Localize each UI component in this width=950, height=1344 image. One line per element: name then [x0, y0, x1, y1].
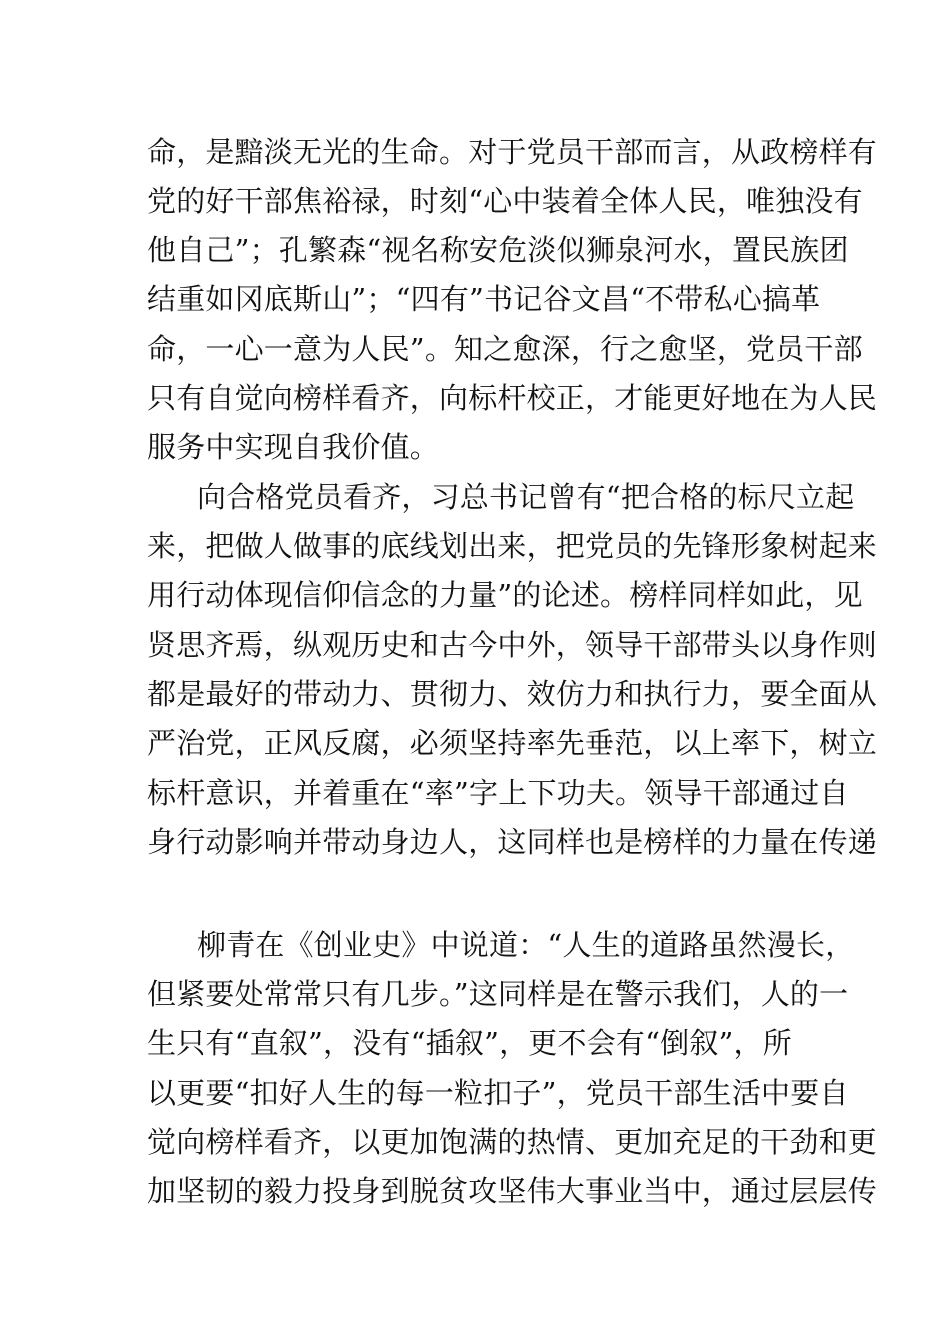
- text-line: 党的好干部焦裕禄，时刻“心中装着全体人民，唯独没有: [147, 184, 863, 218]
- text-line: 命，是黯淡无光的生命。对于党员干部而言，从政榜样有: [147, 135, 878, 169]
- text-line: 加坚韧的毅力投身到脱贫攻坚伟大事业当中，通过层层传: [147, 1174, 878, 1208]
- text-line: 身行动影响并带动身边人，这同样也是榜样的力量在传递: [147, 825, 878, 859]
- text-line: 觉向榜样看齐，以更加饱满的热情、更加充足的干劲和更: [147, 1125, 878, 1159]
- text-line: 贤思齐焉，纵观历史和古今中外，领导干部带头以身作则: [147, 628, 878, 662]
- text-line: 但紧要处常常只有几步。”这同样是在警示我们，人的一: [147, 977, 849, 1011]
- text-line: 来，把做人做事的底线划出来，把党员的先锋形象树起来: [147, 529, 878, 563]
- text-line: 柳青在《创业史》中说道：“人生的道路虽然漫长，: [197, 928, 855, 962]
- text-line: 生只有“直叙”，没有“插叙”，更不会有“倒叙”，所: [147, 1026, 792, 1060]
- text-line: 标杆意识，并着重在“率”字上下功夫。领导干部通过自: [147, 776, 849, 810]
- text-line: 向合格党员看齐，习总书记曾有“把合格的标尺立起: [197, 480, 855, 514]
- text-line: 以更要“扣好人生的每一粒扣子”，党员干部生活中要自: [147, 1076, 849, 1110]
- text-line: 严治党，正风反腐，必须坚持率先垂范，以上率下，树立: [147, 726, 878, 760]
- text-line: 只有自觉向榜样看齐，向标杆校正，才能更好地在为人民: [147, 381, 878, 415]
- text-line: 用行动体现信仰信念的力量”的论述。榜样同样如此，见: [147, 578, 863, 612]
- text-line: 都是最好的带动力、贯彻力、效仿力和执行力，要全面从: [147, 677, 878, 711]
- text-line: 命，一心一意为人民”。知之愈深，行之愈坚，党员干部: [147, 332, 863, 366]
- text-line: 服务中实现自我价值。: [147, 430, 440, 464]
- text-line: 他自己”；孔繁森“视名称安危淡似狮泉河水，置民族团: [147, 233, 849, 267]
- text-line: 结重如冈底斯山”；“四有”书记谷文昌“不带私心搞革: [147, 282, 821, 316]
